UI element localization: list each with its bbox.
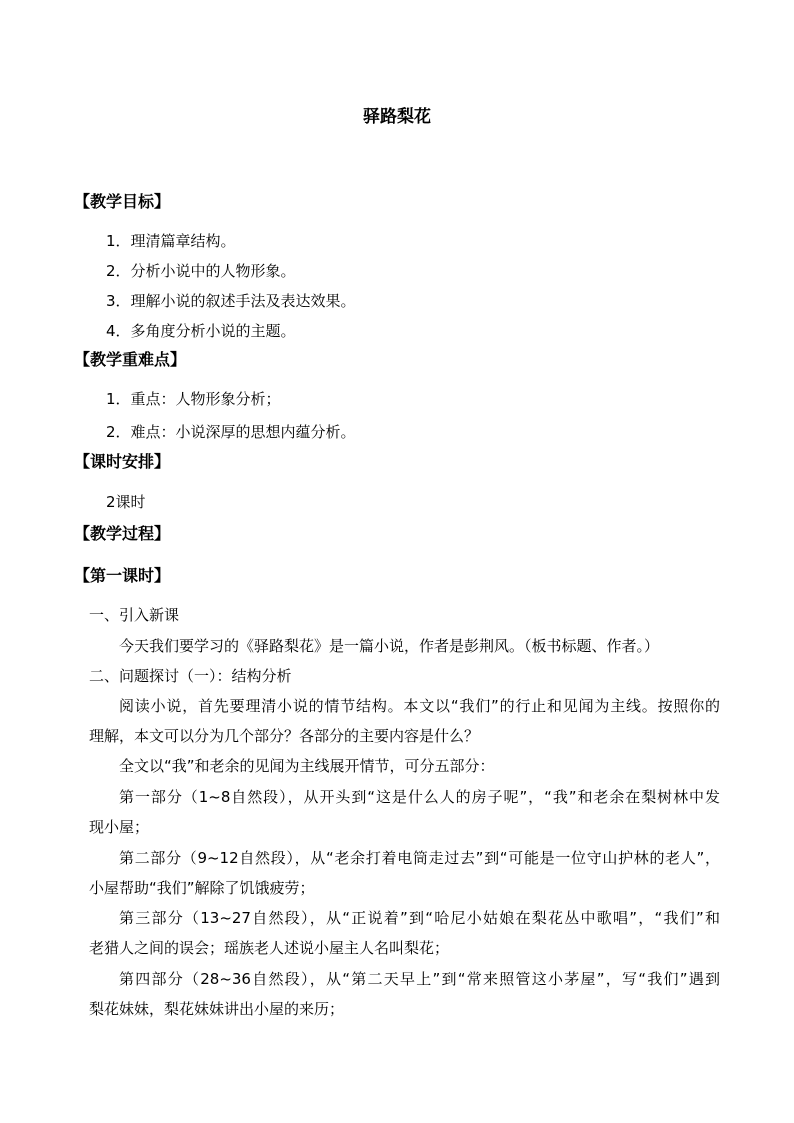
paragraph-line: 今天我们要学习的《驿路梨花》是一篇小说，作者是彭荆风。（板书标题、作者。） <box>119 637 660 655</box>
goal-item: 1．理清篇章结构。 <box>106 232 236 250</box>
schedule-text: 2课时 <box>106 493 146 511</box>
paragraph-line: 老猎人之间的误会；瑶族老人述说小屋主人名叫梨花； <box>89 939 450 957</box>
goal-item: 4．多角度分析小说的主题。 <box>106 322 296 340</box>
heading-schedule: 【课时安排】 <box>74 452 171 471</box>
paragraph-line: 第一部分（1~8自然段），从开头到“这是什么人的房子呢”，“我”和老余在梨树林中发 <box>119 788 720 806</box>
section-heading: 二、问题探讨（一）：结构分析 <box>89 667 292 685</box>
paragraph-line: 梨花妹妹，梨花妹妹讲出小屋的来历； <box>89 1000 345 1018</box>
paragraph-line: 阅读小说，首先要理清小说的情节结构。本文以“我们”的行止和见闻为主线。按照你的 <box>119 697 720 715</box>
heading-process: 【教学过程】 <box>74 524 171 543</box>
paragraph-line: 小屋帮助“我们”解除了饥饿疲劳； <box>89 879 315 897</box>
heading-lesson-1: 【第一课时】 <box>74 566 171 585</box>
paragraph-line: 理解，本文可以分为几个部分？各部分的主要内容是什么？ <box>89 727 480 745</box>
key-item: 1．重点：人物形象分析； <box>106 390 281 408</box>
heading-teaching-goals: 【教学目标】 <box>74 192 171 211</box>
document-title: 驿路梨花 <box>363 107 431 127</box>
goal-item: 2．分析小说中的人物形象。 <box>106 262 296 280</box>
goal-item: 3．理解小说的叙述手法及表达效果。 <box>106 292 356 310</box>
key-item: 2．难点：小说深厚的思想内蕴分析。 <box>106 423 356 441</box>
paragraph-line: 全文以“我”和老余的见闻为主线展开情节，可分五部分： <box>119 757 495 775</box>
section-heading: 一、引入新课 <box>89 606 180 624</box>
paragraph-line: 现小屋； <box>89 818 150 836</box>
heading-key-points: 【教学重难点】 <box>74 350 187 369</box>
paragraph-line: 第三部分（13~27自然段），从“正说着”到“哈尼小姑娘在梨花丛中歌唱”，“我们”和 <box>119 909 720 927</box>
paragraph-line: 第二部分（9~12自然段），从“老余打着电筒走过去”到“可能是一位守山护林的老人”， <box>119 849 720 867</box>
paragraph-line: 第四部分（28~36自然段），从“第二天早上”到“常来照管这小茅屋”，写“我们”遇到 <box>119 970 720 988</box>
